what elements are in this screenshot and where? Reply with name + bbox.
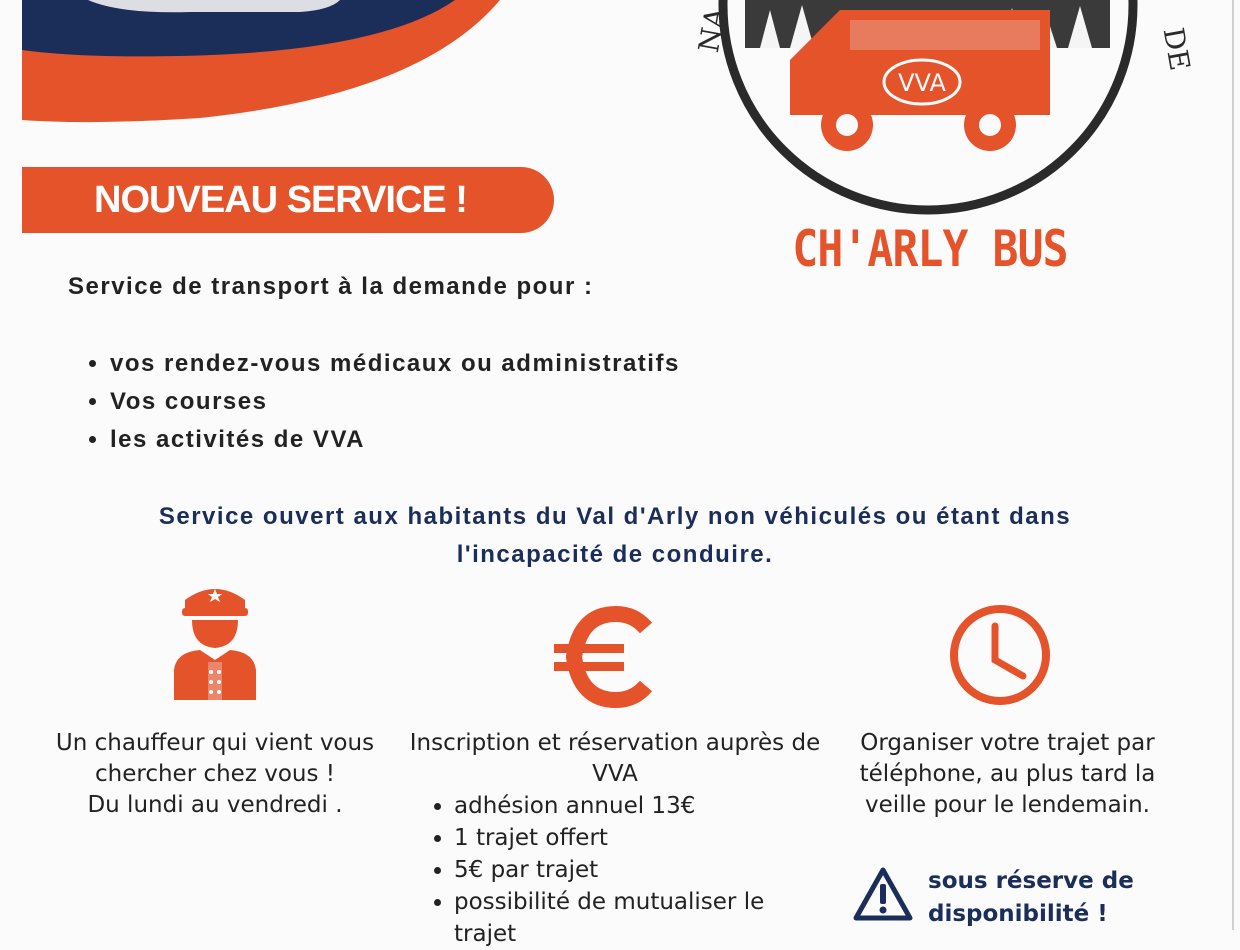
list-item: • 1 trajet offert [454,822,794,854]
pricing-line: Inscription et réservation auprès de [409,730,821,756]
list-item: • possibilité de mutualiser le trajet [454,886,794,950]
intro-text: Service de transport à la demande pour : [68,273,594,300]
list-item: • adhésion annuel 13€ [454,790,794,822]
driver-line: Un chauffeur qui vient vous [55,730,375,756]
clock-icon [945,600,1055,710]
warning-line: disponibilité ! [928,901,1108,927]
availability-warning [928,865,1158,931]
driver-line: Du lundi au vendredi . [87,792,343,818]
arc-text-right: DE [1156,25,1197,74]
page-edge [1232,0,1234,930]
pricing-list [430,790,794,950]
services-list [88,345,680,459]
booking-line: veille pour le lendemain. [865,792,1150,818]
pricing-line: VVA [592,761,638,787]
banner-label: NOUVEAU SERVICE ! [94,178,467,221]
arc-text-left: NA [692,5,733,55]
pricing-description [405,728,825,790]
list-item: • Vos courses [110,383,680,421]
list-item: • vos rendez-vous médicaux ou administratifs [110,345,680,383]
booking-line: Organiser votre trajet par [860,730,1155,756]
list-item: • les activités de VVA [110,421,680,459]
audience-statement [100,498,1130,574]
audience-line: l'incapacité de conduire. [456,541,774,568]
list-item: • 5€ par trajet [454,854,794,886]
driver-line: chercher chez vous ! [95,761,335,787]
audience-line: Service ouvert aux habitants du Val d'Arly non véhiculés ou étant dans [158,503,1072,530]
warning-icon [852,866,914,922]
booking-description [850,728,1165,821]
euro-icon [550,610,655,705]
new-service-banner [22,167,554,233]
badge-text: VVA [898,69,946,97]
warning-line: sous réserve de [928,868,1134,894]
logo-name: CH'ARLY BUS [792,220,1068,278]
booking-line: téléphone, au plus tard la [859,761,1156,787]
charly-bus-logo [690,0,1197,215]
logo-graphic [0,0,520,125]
driver-description [55,728,375,821]
driver-icon [170,580,260,705]
